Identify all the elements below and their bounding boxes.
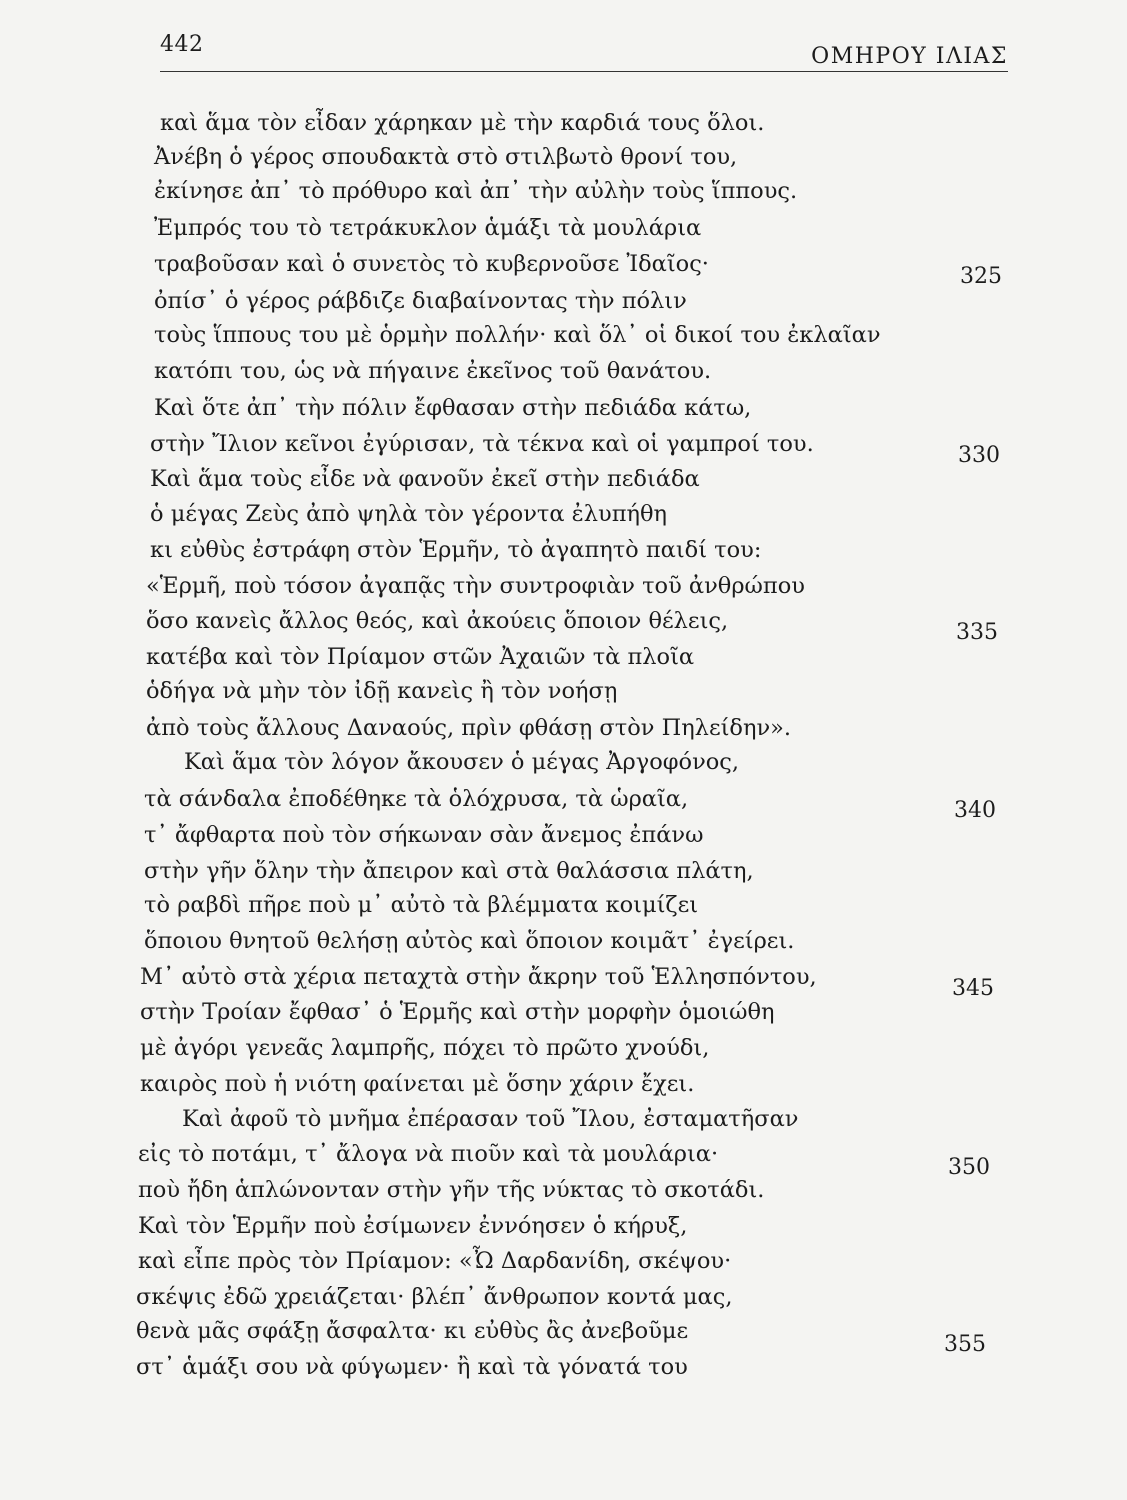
verse-line: τὸ ραβδὶ πῆρε ποὺ μ᾽ αὐτὸ τὰ βλέμματα κοιμίζει bbox=[144, 892, 699, 918]
verse-line: ὁ μέγας Ζεὺς ἀπὸ ψηλὰ τὸν γέροντα ἐλυπήθη bbox=[150, 501, 667, 527]
verse-line: μὲ ἀγόρι γενεᾶς λαμπρῆς, πόχει τὸ πρῶτο χνούδι, bbox=[140, 1035, 710, 1061]
verse-line: εἰς τὸ ποτάμι, τ᾽ ἄλογα νὰ πιοῦν καὶ τὰ μουλάρια· bbox=[138, 1141, 719, 1167]
verse-line: καὶ ἅμα τὸν εἶδαν χάρηκαν μὲ τὴν καρδιά τους ὅλοι. bbox=[160, 110, 765, 136]
verse-line: Καὶ ὅτε ἀπ᾽ τὴν πόλιν ἔφθασαν στὴν πεδιάδα κάτω, bbox=[154, 395, 752, 421]
verse-line: ὀπίσ᾽ ὁ γέρος ράβδιζε διαβαίνοντας τὴν πόλιν bbox=[154, 288, 687, 314]
line-number: 355 bbox=[944, 1332, 986, 1357]
verse-line: στὴν Τροίαν ἔφθασ᾽ ὁ Ἑρμῆς καὶ στὴν μορφὴν ὁμοιώθη bbox=[140, 999, 775, 1025]
verse-line: κι εὐθὺς ἐστράφη στὸν Ἑρμῆν, τὸ ἀγαπητὸ παιδί του: bbox=[150, 537, 762, 563]
verse-line: Καὶ ἅμα τοὺς εἶδε νὰ φανοῦν ἐκεῖ στὴν πεδιάδα bbox=[150, 466, 700, 492]
verse-line: στὴν Ἴλιον κεῖνοι ἐγύρισαν, τὰ τέκνα καὶ οἱ γαμπροί του. bbox=[150, 431, 814, 457]
line-number: 340 bbox=[954, 798, 996, 823]
verse-line: κατέβα καὶ τὸν Πρίαμον στῶν Ἀχαιῶν τὰ πλοῖα bbox=[146, 644, 695, 670]
verse-line: θενὰ μᾶς σφάξῃ ἄσφαλτα· κι εὐθὺς ἂς ἀνεβοῦμε bbox=[136, 1318, 689, 1344]
verse-line: στὴν γῆν ὅλην τὴν ἄπειρον καὶ στὰ θαλάσσια πλάτη, bbox=[144, 858, 754, 884]
verse-line: ἀπὸ τοὺς ἄλλους Δαναούς, πρὶν φθάσῃ στὸν Πηλείδην». bbox=[146, 715, 792, 741]
line-number: 335 bbox=[956, 620, 998, 645]
verse-line: Καὶ ἀφοῦ τὸ μνῆμα ἐπέρασαν τοῦ Ἴλου, ἐσταματῆσαν bbox=[182, 1106, 799, 1132]
verse-line: ὁδήγα νὰ μὴν τὸν ἰδῇ κανεὶς ἢ τὸν νοήσῃ bbox=[146, 678, 618, 704]
verse-line: Ἀνέβη ὁ γέρος σπουδακτὰ στὸ στιλβωτὸ θρονί του, bbox=[154, 144, 738, 170]
verse-line: στ᾽ ἁμάξι σου νὰ φύγωμεν· ἢ καὶ τὰ γόνατά του bbox=[136, 1354, 688, 1380]
verse-line: τοὺς ἵππους του μὲ ὁρμὴν πολλήν· καὶ ὅλ᾽ οἱ δικοί του ἐκλαῖαν bbox=[154, 322, 881, 348]
page-number: 442 bbox=[160, 32, 204, 57]
verse-line: καιρὸς ποὺ ἡ νιότη φαίνεται μὲ ὅσην χάριν ἔχει. bbox=[140, 1071, 695, 1097]
verse-line: τὰ σάνδαλα ἐποδέθηκε τὰ ὁλόχρυσα, τὰ ὡραῖα, bbox=[144, 786, 689, 812]
verse-line: Καὶ ἅμα τὸν λόγον ἄκουσεν ὁ μέγας Ἀργοφόνος, bbox=[184, 749, 740, 775]
verse-line: Μ᾽ αὐτὸ στὰ χέρια πεταχτὰ στὴν ἄκρην τοῦ Ἑλλησπόντου, bbox=[140, 964, 817, 990]
line-number: 345 bbox=[952, 976, 994, 1001]
line-number: 325 bbox=[960, 264, 1002, 289]
line-number: 350 bbox=[948, 1155, 990, 1180]
verse-line: τραβοῦσαν καὶ ὁ συνετὸς τὸ κυβερνοῦσε Ἰδαῖος· bbox=[154, 251, 709, 277]
verse-line: ὅσο κανεὶς ἄλλος θεός, καὶ ἀκούεις ὅποιον θέλεις, bbox=[146, 608, 729, 634]
verse-line: ἐκίνησε ἀπ᾽ τὸ πρόθυρο καὶ ἀπ᾽ τὴν αὐλὴν τοὺς ἵππους. bbox=[154, 178, 798, 204]
verse-line: καὶ εἶπε πρὸς τὸν Πρίαμον: «Ὦ Δαρδανίδη, σκέψου· bbox=[138, 1248, 732, 1274]
verse-line: σκέψις ἐδῶ χρειάζεται· βλέπ᾽ ἄνθρωπον κοντά μας, bbox=[136, 1284, 733, 1310]
running-head: ΟΜΗΡΟΥ ΙΛΙΑΣ bbox=[811, 44, 1008, 69]
verse-line: ὅποιου θνητοῦ θελήσῃ αὐτὸς καὶ ὅποιον κοιμᾶτ᾽ ἐγείρει. bbox=[144, 928, 795, 954]
verse-line: «Ἑρμῆ, ποὺ τόσον ἀγαπᾷς τὴν συντροφιὰν τοῦ ἀνθρώπου bbox=[146, 573, 805, 599]
verse-line: ποὺ ἤδη ἁπλώνονταν στὴν γῆν τῆς νύκτας τὸ σκοτάδι. bbox=[138, 1177, 765, 1203]
verse-line: τ᾽ ἄφθαρτα ποὺ τὸν σήκωναν σὰν ἄνεμος ἐπάνω bbox=[144, 822, 704, 848]
verse-line: Καὶ τὸν Ἑρμῆν ποὺ ἐσίμωνεν ἐννόησεν ὁ κήρυξ, bbox=[138, 1213, 688, 1239]
verse-line: κατόπι του, ὡς νὰ πήγαινε ἐκεῖνος τοῦ θανάτου. bbox=[154, 358, 712, 384]
verse-line: Ἐμπρός του τὸ τετράκυκλον ἁμάξι τὰ μουλάρια bbox=[154, 215, 702, 241]
line-number: 330 bbox=[958, 443, 1000, 468]
